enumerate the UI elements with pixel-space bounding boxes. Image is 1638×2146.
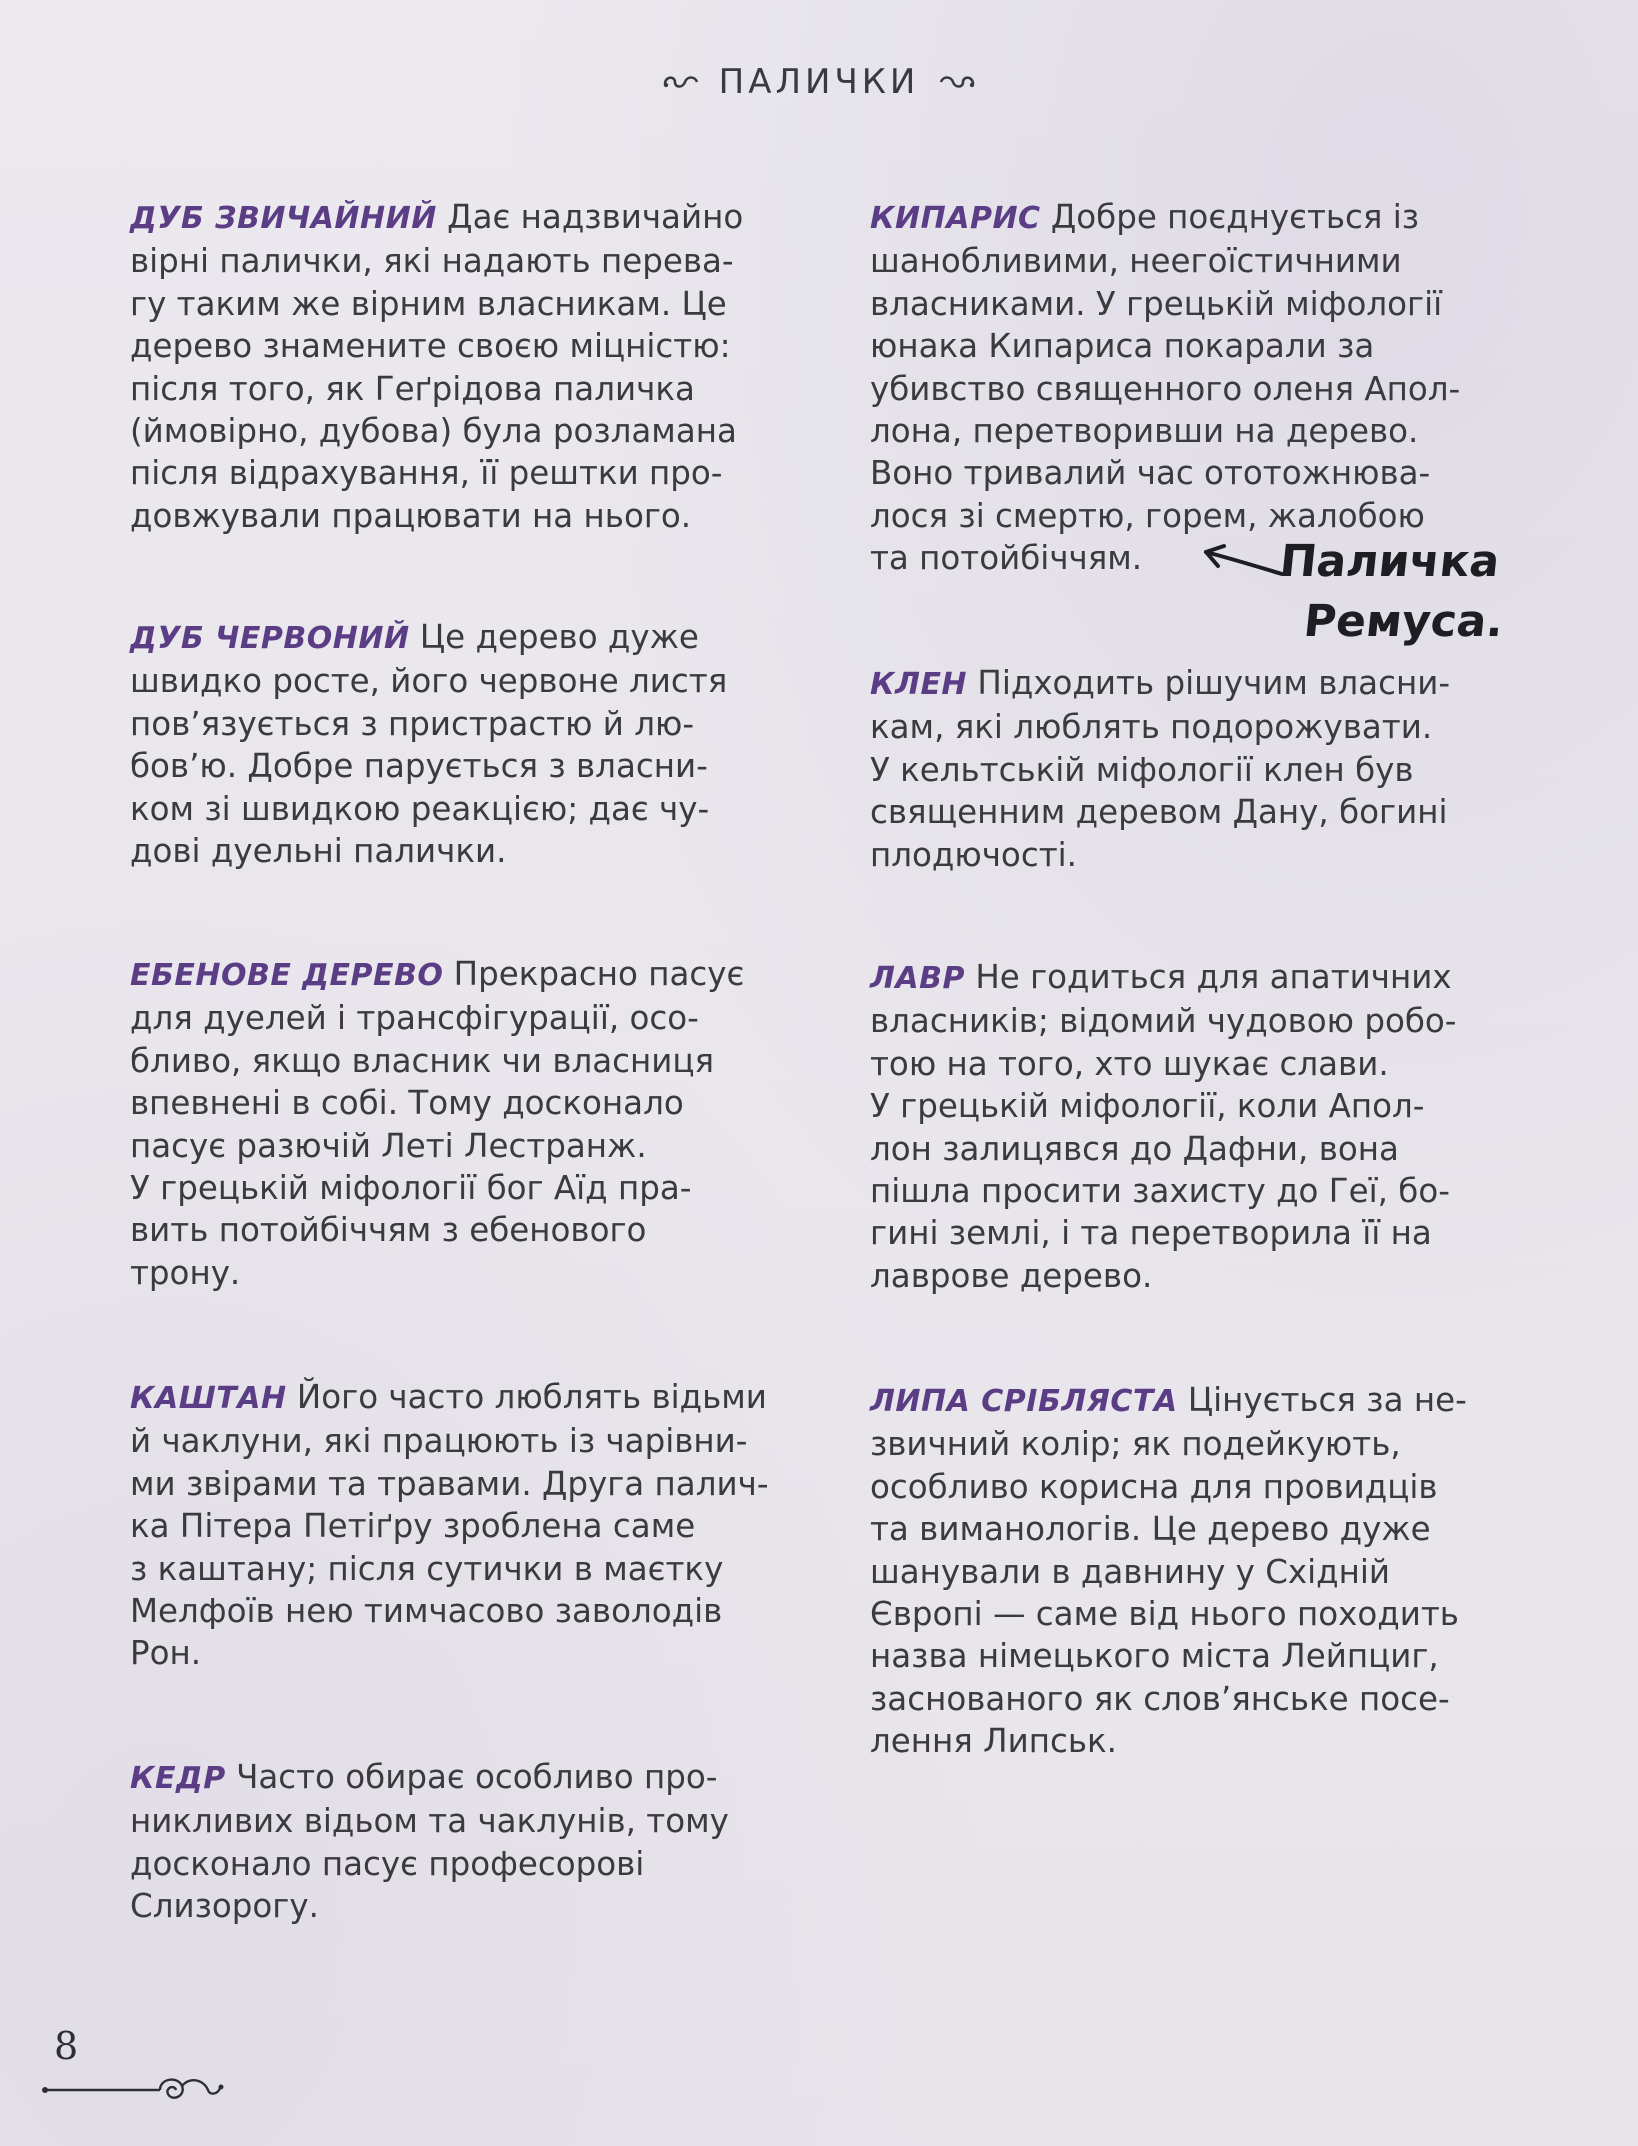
entry-line: убивство священного оленя Апол- <box>870 369 1461 408</box>
entry-line: У грецькій міфології бог Аїд пра- <box>130 1169 692 1208</box>
entry-line: швидко росте, його червоне листя <box>130 662 728 701</box>
entry-line: особливо корисна для провидців <box>870 1467 1438 1506</box>
entry-line: лона, перетворивши на дерево. <box>870 412 1419 451</box>
entry-line: після відрахування, її рештки про- <box>130 454 723 493</box>
entry-line: бливо, якщо власник чи власниця <box>130 1041 715 1080</box>
entry-line: дові дуельні палички. <box>130 832 507 871</box>
entry-line: Європі — саме від нього походить <box>870 1595 1459 1634</box>
entry-line: та потойбіччям. <box>870 539 1143 578</box>
entry-cedar <box>130 1756 810 1928</box>
entry-line: трону. <box>130 1253 241 1292</box>
entry-line: впевнені в собі. Тому досконало <box>130 1084 684 1123</box>
entry-line: заснованого як слов’янське посе- <box>870 1679 1450 1718</box>
entry-line: ми звірами та травами. Друга палич- <box>130 1464 769 1503</box>
handwritten-note-line2: Ремуса. <box>1301 596 1506 647</box>
entry-line: гині землі, і та перетворила її на <box>870 1214 1432 1253</box>
entry-line: ка Пітера Петіґру зроблена саме <box>130 1507 696 1546</box>
entry-line: кам, які люблять подорожувати. <box>870 708 1433 747</box>
entry-line: з каштану; після сутички в маєтку <box>130 1549 724 1588</box>
entry-chestnut <box>130 1376 810 1675</box>
entry-term: ДУБ ЗВИЧАЙНИЙ <box>130 201 437 236</box>
entry-line: довжували працювати на нього. <box>130 496 692 535</box>
entry-term: ЕБЕНОВЕ ДЕРЕВО <box>130 958 444 993</box>
entry-linden-silver <box>870 1379 1550 1763</box>
entry-first-line: КЛЕН Підходить рішучим власни- <box>870 664 1451 702</box>
entry-line: (ймовірно, дубова) була розламана <box>130 412 737 451</box>
running-header <box>0 52 1638 112</box>
entry-ebony <box>130 953 810 1294</box>
page-title: ПАЛИЧКИ <box>718 62 920 102</box>
entry-line: шанобливими, неегоїстичними <box>870 242 1402 281</box>
entry-line: бов’ю. Добре парується з власни- <box>130 747 708 786</box>
entry-line: власників; відомий чудовою робо- <box>870 1002 1457 1041</box>
entry-line: власниками. У грецькій міфології <box>870 284 1443 323</box>
entry-line: пішла просити захисту до Геї, бо- <box>870 1172 1450 1211</box>
entry-line: тою на того, хто шукає слави. <box>870 1044 1389 1083</box>
entry-line: Рон. <box>130 1634 202 1673</box>
entry-line: вірні палички, які надають перева- <box>130 242 734 281</box>
entry-line: никливих відьом та чаклунів, тому <box>130 1802 729 1841</box>
entry-line: Воно тривалий час ототожнюва- <box>870 454 1431 493</box>
entry-first-line: КЕДР Часто обирає особливо про- <box>130 1758 718 1796</box>
entry-line: У грецькій міфології, коли Апол- <box>870 1087 1425 1126</box>
entry-line: шанували в давнину у Східній <box>870 1552 1391 1591</box>
entry-first-line: ДУБ ЧЕРВОНИЙ Це дерево дуже <box>130 618 699 656</box>
entry-first-line: ЛАВР Не годиться для апатичних <box>870 958 1452 996</box>
entry-line: після того, як Геґрідова паличка <box>130 369 695 408</box>
flourish-ornament-icon <box>40 2068 230 2118</box>
entry-maple <box>870 662 1550 876</box>
swirl-ornament-left-icon <box>661 70 701 94</box>
entry-term: ДУБ ЧЕРВОНИЙ <box>130 621 410 656</box>
entry-line: У кельтській міфології клен був <box>870 750 1414 789</box>
entry-first-line: ДУБ ЗВИЧАЙНИЙ Дає надзвичайно <box>130 198 744 236</box>
entry-term: КАШТАН <box>130 1381 287 1416</box>
entry-line: лення Липськ. <box>870 1722 1117 1761</box>
entry-term: КЛЕН <box>870 667 968 702</box>
entry-line: юнака Кипариса покарали за <box>870 327 1375 366</box>
entry-line: Мелфоїв нею тимчасово заволодів <box>130 1592 723 1631</box>
entry-term: ЛИПА СРІБЛЯСТА <box>870 1384 1178 1419</box>
entry-line: пов’язується з пристрастю й лю- <box>130 704 695 743</box>
handwritten-note <box>1200 536 1540 656</box>
entry-first-line: КИПАРИС Добре поєднується із <box>870 198 1420 236</box>
swirl-ornament-right-icon <box>937 70 977 94</box>
entry-line: плодючості. <box>870 835 1077 874</box>
entry-line: лаврове дерево. <box>870 1256 1153 1295</box>
entry-oak-red <box>130 616 810 872</box>
entry-line: Слизорогу. <box>130 1887 319 1926</box>
entry-line: дерево знамените своєю міцністю: <box>130 327 731 366</box>
entry-term: ЛАВР <box>870 961 965 996</box>
entry-line: священним деревом Дану, богині <box>870 793 1448 832</box>
entry-line: лося зі смертю, горем, жалобою <box>870 496 1425 535</box>
entry-line: й чаклуни, які працюють із чарівни- <box>130 1422 748 1461</box>
entry-line: назва німецького міста Лейпциг, <box>870 1637 1439 1676</box>
entry-term: КИПАРИС <box>870 201 1041 236</box>
entry-line: досконало пасує професорові <box>130 1844 645 1883</box>
entry-line: вить потойбіччям з ебенового <box>130 1211 647 1250</box>
page-number: 8 <box>54 2024 79 2068</box>
entry-first-line: ЕБЕНОВЕ ДЕРЕВО Прекрасно пасує <box>130 955 745 993</box>
entry-line: звичний колір; як подейкують, <box>870 1425 1401 1464</box>
entry-first-line: КАШТАН Його часто люблять відьми <box>130 1378 767 1416</box>
entry-line: лон залицявся до Дафни, вона <box>870 1129 1399 1168</box>
entry-term: КЕДР <box>130 1761 226 1796</box>
entry-first-line: ЛИПА СРІБЛЯСТА Цінується за не- <box>870 1381 1467 1419</box>
entry-line: для дуелей і трансфігурації, осо- <box>130 999 699 1038</box>
entry-oak-common <box>130 196 810 537</box>
handwritten-note-line1: Паличка <box>1277 536 1503 587</box>
entry-line: гу таким же вірним власникам. Це <box>130 284 727 323</box>
entry-line: та виманологів. Це дерево дуже <box>870 1510 1431 1549</box>
entry-line: пасує разючій Леті Лестранж. <box>130 1126 647 1165</box>
entry-line: ком зі швидкою реакцією; дає чу- <box>130 789 710 828</box>
page-footer <box>40 2024 240 2124</box>
entry-cypress <box>870 196 1550 580</box>
entry-laurel <box>870 956 1550 1297</box>
